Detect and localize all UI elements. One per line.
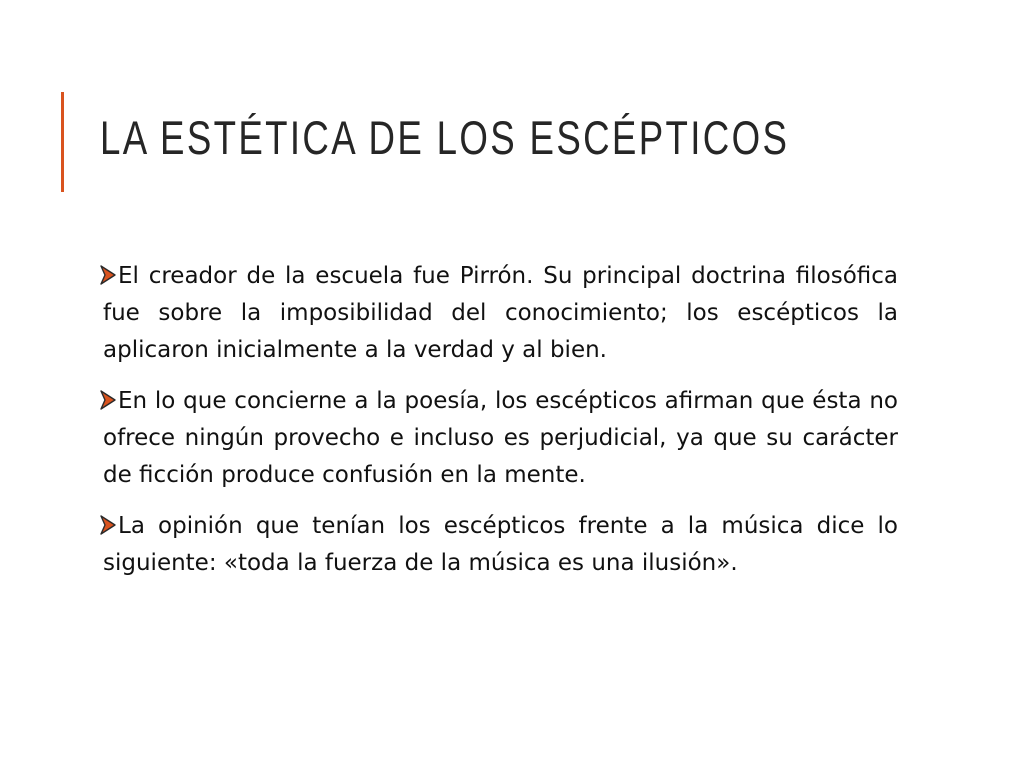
bullet-text: El creador de la escuela fue Pirrón. Su principal doctrina filosófica fue sobre la imposibilidad del conocimiento; los escépticos la aplicaron inicialmente a la verdad y al bien. (103, 263, 898, 363)
bullet-item (80, 508, 898, 582)
arrow-bullet-icon (98, 510, 120, 540)
arrow-bullet-icon (98, 260, 120, 290)
bullet-text: En lo que concierne a la poesía, los escépticos afirman que ésta no ofrece ningún provecho e incluso es perjudicial, ya que su carácter de ficción produce confusión en la mente. (103, 388, 898, 488)
bullet-list (80, 258, 898, 596)
bullet-text: La opinión que tenían los escépticos frente a la música dice lo siguiente: «toda la fuerza de la música es una ilusión». (103, 513, 898, 576)
bullet-item (80, 383, 898, 494)
bullet-item (80, 258, 898, 369)
arrow-bullet-icon (98, 385, 120, 415)
slide-title: LA ESTÉTICA DE LOS ESCÉPTICOS (100, 111, 790, 164)
title-accent-bar (61, 92, 64, 192)
